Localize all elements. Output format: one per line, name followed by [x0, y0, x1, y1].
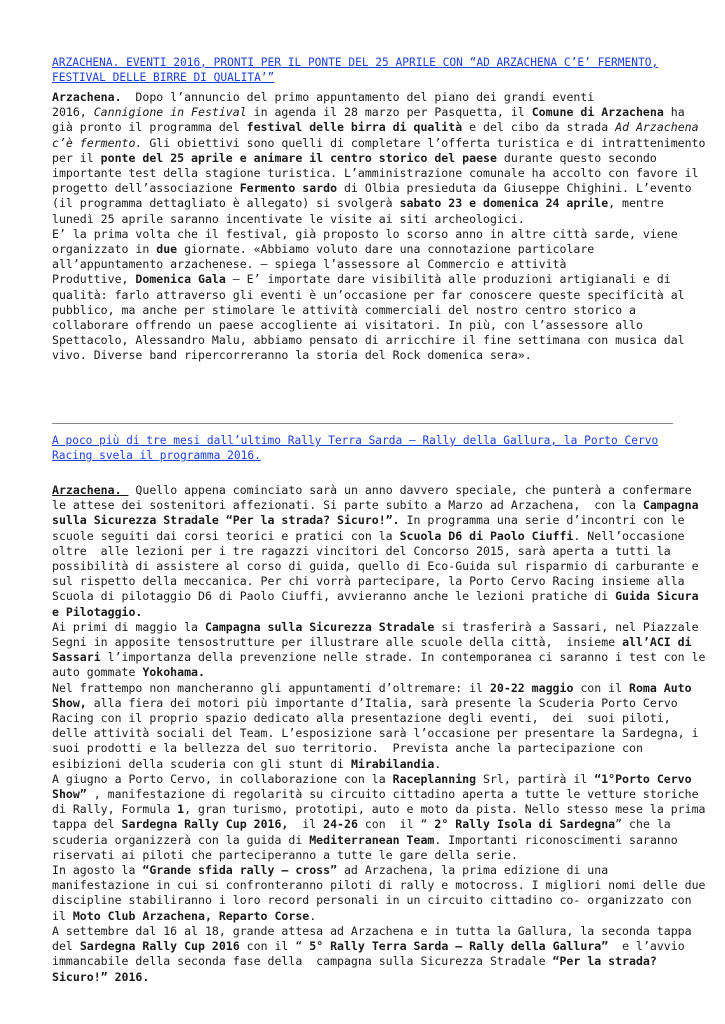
text-line	[52, 559, 699, 574]
text-segment: e l’avvio	[608, 939, 685, 954]
text-segment: “Per la strada?	[552, 954, 657, 969]
text-segment: delle attività sociali del Team. L’esposizione sarà l’occasione per presentare la Sardegna, i	[52, 726, 699, 741]
text-segment: Ad Arzachena	[615, 120, 699, 135]
text-segment: alla fiera dei motori più importante d’Italia, sarà presente la Scuderia Porto Cervo	[86, 695, 678, 710]
text-line	[52, 257, 676, 272]
article-link-rally-programma[interactable]	[52, 433, 676, 463]
text-line	[52, 878, 706, 893]
text-line	[52, 196, 676, 211]
text-segment: Domenica Gala	[135, 272, 226, 287]
text-line	[52, 665, 676, 680]
text-segment: sulla Sicurezza Stradale “Per la strada? Sicuro!”.	[52, 513, 400, 528]
text-segment: immancabile della seconda fase della campagna sulla Sicurezza Stradale	[52, 954, 553, 969]
text-segment: Comune di Arzachena	[531, 105, 664, 120]
text-line	[52, 303, 676, 318]
text-line	[52, 923, 692, 939]
text-line	[52, 605, 676, 620]
article-body	[52, 483, 706, 985]
text-segment: durante questo secondo	[496, 150, 657, 165]
text-segment: Gli obiettivi sono quelli di completare l’offerta turistica e di intrattenimento	[142, 135, 706, 150]
text-line	[52, 90, 676, 105]
text-segment: manifestazione in cui si confronteranno piloti di rally e motocross. I migliori nomi delle due	[52, 878, 706, 893]
text-line	[52, 696, 676, 711]
text-segment: ” che la	[615, 817, 671, 832]
text-segment: 5° Rally Terra Sarda – Rally della Gallura”	[309, 939, 609, 954]
text-segment: “Grande sfida rally – cross”	[142, 863, 338, 878]
text-segment: scuderia organizzerà con la guida di	[52, 832, 310, 847]
text-line	[52, 619, 699, 635]
text-segment: Sicuro!” 2016.	[52, 969, 150, 984]
text-segment: Srl, partirà il	[476, 771, 595, 786]
text-segment: auto gommate	[52, 665, 143, 680]
text-line	[52, 135, 706, 151]
text-segment: Arzachena.	[52, 483, 129, 497]
text-line	[52, 802, 706, 817]
text-segment: “1°Porto Cervo	[594, 771, 692, 786]
text-segment: Campagna sulla Sicurezza Stradale	[204, 619, 435, 634]
text-segment: Mediterranean Team	[309, 832, 435, 847]
text-segment: Sassari	[52, 650, 101, 665]
text-segment: tappa del	[52, 817, 122, 832]
text-segment: Guida Sicura	[615, 589, 699, 604]
text-line	[52, 348, 676, 363]
text-line	[52, 939, 685, 954]
article-link-eventi-2016[interactable]	[52, 55, 676, 85]
text-segment: A giugno a Porto Cervo, in collaborazione con la	[52, 771, 393, 786]
text-line	[52, 650, 706, 665]
text-segment: Sardegna Rally Cup 2016,	[121, 817, 289, 832]
text-segment: c’è fermento.	[52, 135, 143, 150]
text-segment: . Importanti riconoscimenti saranno	[434, 832, 678, 847]
text-segment: In programma una serie d’incontri con le	[399, 513, 685, 528]
text-line	[52, 483, 692, 498]
text-segment: di Olbia presieduta da Giuseppe Chighini. L’evento	[337, 181, 692, 196]
text-segment: Quello appena cominciato sarà un anno davvero speciale, che punterà a confermare	[128, 483, 692, 497]
text-segment: ha	[663, 105, 685, 120]
text-segment: Produttive,	[52, 272, 136, 287]
text-segment: del	[52, 939, 80, 954]
text-segment: importante test della stagione turistica. L’amministrazione comunale ha accolto con favore il	[52, 166, 699, 181]
headline-line: ARZACHENA. EVENTI 2016, PRONTI PER IL PONTE DEL 25 APRILE CON “AD ARZACHENA C’E’ FERMENTO,	[52, 56, 659, 69]
text-segment: organizzato in	[52, 242, 157, 257]
text-line	[52, 498, 699, 513]
text-segment: Scuola di pilotaggio D6 di Paolo Ciuffi, avvieranno anche le lezioni pratiche di	[52, 589, 616, 604]
text-segment: Racing con il proprio spazio dedicato alla presentazione degli eventi, dei suoi piloti,	[52, 711, 671, 726]
text-line	[52, 863, 676, 878]
text-segment: 2° Rally Isola di Sardegna	[434, 817, 616, 832]
text-line	[52, 105, 685, 120]
text-segment: , mentre	[608, 196, 664, 211]
text-segment: riservati ai piloti che parteciperanno a tutte le gare della serie.	[52, 847, 518, 862]
text-segment: Fermento sardo	[239, 181, 338, 196]
text-line	[52, 227, 676, 242]
text-segment: Cannigione in Festival	[93, 105, 247, 120]
text-segment: in agenda il 28 marzo per Pasquetta, il	[246, 105, 532, 120]
text-segment: all’ACI di	[622, 635, 692, 650]
text-segment: il	[52, 908, 73, 923]
text-line	[52, 544, 676, 559]
text-line	[52, 120, 699, 135]
text-segment: Roma Auto	[629, 680, 692, 695]
text-segment: Arzachena.	[52, 90, 129, 104]
text-line	[52, 848, 676, 863]
text-line	[52, 970, 676, 985]
text-segment: all’appuntamento arzachenese. – spiega l’assessore al Commercio e attività	[52, 257, 567, 272]
text-line	[52, 333, 685, 348]
text-segment: oltre alle lezioni per i tre ragazzi vincitori del Concorso 2015, sarà aperta a tutti la	[52, 543, 671, 558]
text-segment: sabato 23 e domenica 24 aprile	[399, 196, 609, 211]
text-segment: si trasferirà a Sassari, nel Piazzale	[434, 619, 699, 634]
text-segment: il	[288, 817, 324, 832]
text-segment: le attese dei sostenitori affezionati. Si parte subito a Marzo ad Arzachena, con la	[52, 498, 643, 513]
text-line	[52, 817, 676, 832]
text-segment: progetto dell’associazione	[52, 181, 240, 196]
text-line	[52, 757, 676, 772]
text-segment: Segni in apposite tensostrutture per illustrare alle scuole della città, insieme	[52, 635, 623, 650]
text-segment: Scuola D6 di Paolo Ciuffi	[399, 528, 574, 543]
text-segment: Raceplanning	[392, 771, 477, 786]
article-arzachena-eventi	[52, 55, 706, 364]
text-segment: , manifestazione di regolarità su circuito cittadino aperta a tutte le vetture storiche	[86, 787, 699, 802]
text-line	[52, 680, 692, 696]
text-segment: Ai primi di maggio la	[52, 619, 205, 634]
text-line	[52, 635, 692, 650]
text-line	[52, 287, 685, 303]
text-segment: due	[156, 242, 178, 257]
text-segment: e Pilotaggio.	[52, 604, 143, 619]
article-porto-cervo-racing	[52, 433, 706, 985]
text-segment: Dopo l’annuncio del primo appuntamento del piano dei grandi eventi	[128, 90, 595, 104]
text-segment: .	[309, 908, 317, 923]
text-line	[52, 272, 676, 287]
text-segment: di Rally, Formula	[52, 802, 178, 817]
text-segment: A settembre dal 16 al 18, grande attesa ad Arzachena e in tutta la Gallura, la seconda tappa	[52, 923, 692, 938]
text-line	[52, 528, 685, 544]
text-segment: già pronto il programma del	[52, 120, 247, 135]
text-segment: 24-26	[323, 817, 358, 832]
text-line	[52, 726, 699, 741]
text-segment: 2016,	[52, 105, 94, 120]
text-line	[52, 787, 699, 802]
text-segment: sul rispetto della meccanica. Per chi vorrà partecipare, la Porto Cervo Racing insieme alla	[52, 574, 685, 589]
text-segment: pubblico, ma anche per stimolare le attività commerciali del nostro centro storico a	[52, 302, 636, 317]
text-line	[52, 589, 699, 604]
text-segment: con il “	[239, 939, 310, 954]
text-segment: festival delle birra di qualità	[246, 120, 463, 135]
text-segment: scuole seguiti dai corsi teorici e pratici con la	[52, 528, 400, 543]
text-segment: Yokohama.	[142, 665, 205, 680]
text-segment: Show”	[52, 787, 87, 802]
text-segment: esibizioni della scuderia con gli stunt di	[52, 756, 351, 771]
text-segment: possibilità di assistere al corso di guida, quello di Eco-Guida sul risparmio di carburante e	[52, 559, 699, 574]
text-segment: giornate. «Abbiamo voluto dare una connotazione particolare	[177, 242, 595, 257]
text-line	[52, 909, 676, 924]
text-line	[52, 574, 685, 589]
text-segment: ad Arzachena, la prima edizione di una	[337, 863, 609, 878]
text-line	[52, 893, 692, 908]
text-segment: collaborare offrendo un paese accogliente ai visitatori. In più, con l’assessore allo	[52, 318, 643, 333]
text-segment: lunedì 25 aprile saranno incentivate le visite ai siti archeologici.	[52, 211, 525, 226]
text-segment: per il	[52, 150, 101, 165]
text-segment: Show,	[52, 695, 87, 710]
text-segment: vivo. Diverse band ripercorreranno la storia del Rock domenica sera».	[52, 348, 532, 363]
headline-line: Racing svela il programma 2016.	[52, 449, 261, 462]
text-line	[52, 181, 692, 196]
text-segment: E’ la prima volta che il festival, già proposto lo scorso anno in altre città sarde, viene	[52, 226, 678, 241]
text-segment: Sardegna Rally Cup 2016	[79, 939, 240, 954]
text-segment: – E’ importate dare visibilità alle produzioni artigianali e di	[225, 272, 671, 287]
text-segment: discipline stabiliranno i loro record personali in un circuito cittadino co- organizzato con	[52, 893, 692, 908]
text-line	[52, 954, 676, 969]
text-line	[52, 711, 676, 726]
text-segment: e del cibo da strada	[462, 120, 616, 135]
text-line	[52, 212, 676, 227]
text-line	[52, 318, 676, 333]
text-line	[52, 151, 676, 166]
text-segment: Nel frattempo non mancheranno gli appuntamenti d’oltremare: il	[52, 680, 490, 695]
headline-line: FESTIVAL DELLE BIRRE DI QUALITA’”	[52, 71, 275, 84]
text-segment: con il “	[357, 817, 435, 832]
text-segment: con il	[573, 680, 630, 695]
text-segment: ponte del 25 aprile e animare il centro storico del paese	[100, 150, 497, 165]
text-line	[52, 833, 676, 848]
text-segment: Campagna	[642, 498, 699, 513]
text-line	[52, 771, 692, 787]
text-segment: qualità: farlo attraverso gli eventi è un’occasione per far conoscere queste specificità al	[52, 287, 685, 302]
text-segment: l’importanza della prevenzione nelle strade. In contemporanea ci saranno i test con le	[100, 650, 706, 665]
text-line	[52, 242, 676, 257]
headline-line: A poco più di tre mesi dall’ultimo Rally Terra Sarda – Rally della Gallura, la Porto Cervo	[52, 434, 659, 447]
text-segment: , gran turismo, prototipi, auto e moto da pista. Nello stesso mese la prima	[184, 802, 706, 817]
text-segment: .	[434, 756, 442, 771]
text-segment: Spettacolo, Alessandro Malu, abbiamo pensato di arricchire il fine settimana con musica dal	[52, 333, 685, 348]
text-segment: 20-22 maggio	[489, 680, 574, 695]
text-segment: In agosto la	[52, 863, 143, 878]
text-line	[52, 513, 685, 528]
text-segment: 1	[177, 802, 185, 817]
text-segment: Mirabilandia	[350, 756, 435, 771]
text-segment: (il programma dettagliato è allegato) si svolgerà	[52, 196, 400, 211]
text-segment: suoi prodotti e la bellezza del suo territorio. Prevista anche la partecipazione con	[52, 741, 643, 756]
text-line	[52, 166, 699, 181]
section-divider	[52, 423, 673, 424]
text-segment: Moto Club Arzachena, Reparto Corse	[72, 908, 310, 923]
text-segment: . Nell’occasione	[573, 528, 685, 543]
text-line	[52, 741, 676, 756]
article-body	[52, 90, 706, 364]
